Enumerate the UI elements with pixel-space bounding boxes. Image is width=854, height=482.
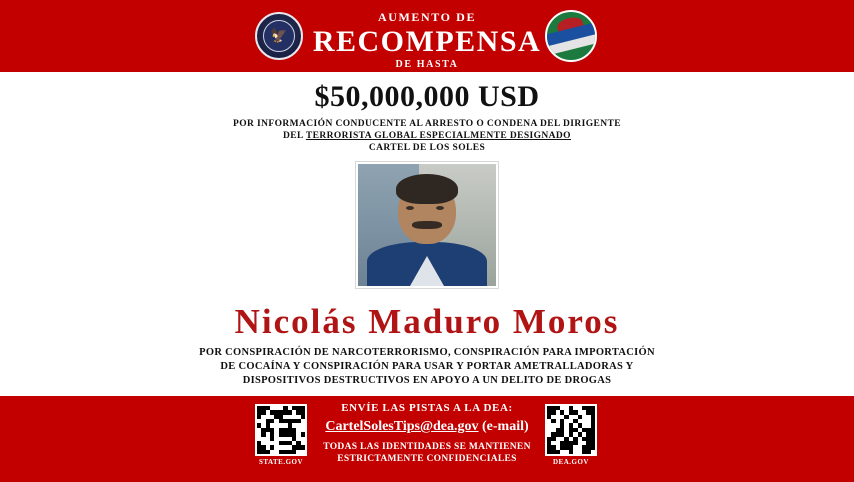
fugitive-name: Nicolás Maduro Moros <box>234 302 620 341</box>
confidentiality-line-1: TODAS LAS IDENTIDADES SE MANTIENEN <box>323 442 531 452</box>
us-department-of-state-seal-icon: 🦅 <box>255 12 303 60</box>
tips-email-link[interactable]: CartelSolesTips@dea.gov <box>325 419 479 434</box>
reward-amount-block <box>0 72 854 154</box>
poster-header <box>0 0 854 72</box>
tips-email-suffix: (e-mail) <box>482 419 529 434</box>
photo-container <box>0 162 854 288</box>
reward-description-line2-underline: TERRORISTA GLOBAL ESPECIALMENTE DESIGNADO <box>305 131 571 141</box>
qr-right-label: DEA.GOV <box>553 458 589 466</box>
reward-description-line2-pre: DEL <box>283 131 306 141</box>
footer-center-block <box>0 396 854 465</box>
dea-logo-icon <box>545 10 597 62</box>
tips-heading: ENVÍE LAS PISTAS A LA DEA: <box>341 402 513 414</box>
tips-email-line <box>0 419 854 435</box>
reward-description-line2 <box>0 130 854 142</box>
charges-line-1: POR CONSPIRACIÓN DE NARCOTERRORISMO, CONSPIRACIÓN PARA IMPORTACIÓN <box>199 347 655 358</box>
qr-left-label: STATE.GOV <box>258 458 304 466</box>
charges-block <box>0 346 854 388</box>
reward-amount: $50,000,000 USD <box>314 80 540 113</box>
confidentiality-line-2: ESTRICTAMENTE CONFIDENCIALES <box>337 454 517 464</box>
qr-right-grid <box>547 406 595 454</box>
qr-left-grid <box>257 406 305 454</box>
reward-description <box>0 118 854 154</box>
header-kicker: AUMENTO DE <box>377 10 477 24</box>
reward-description-line3: CARTEL DE LOS SOLES <box>368 143 486 153</box>
charges-line-3: DISPOSITIVOS DESTRUCTIVOS EN APOYO A UN DELITO DE DROGAS <box>242 375 612 386</box>
qr-code-dea-gov[interactable] <box>545 404 597 456</box>
reward-description-line1: POR INFORMACIÓN CONDUCENTE AL ARRESTO O CONDENA DEL DIRIGENTE <box>233 119 621 129</box>
qr-code-state-gov[interactable] <box>255 404 307 456</box>
header-title: RECOMPENSA <box>312 25 542 58</box>
confidentiality-note <box>0 441 854 465</box>
poster-footer <box>0 396 854 482</box>
charges-line-2: DE COCAÍNA Y CONSPIRACIÓN PARA USAR Y PORTAR AMETRALLADORAS Y <box>220 361 634 372</box>
fugitive-photo <box>356 162 498 288</box>
header-subkicker: DE HASTA <box>395 59 459 70</box>
